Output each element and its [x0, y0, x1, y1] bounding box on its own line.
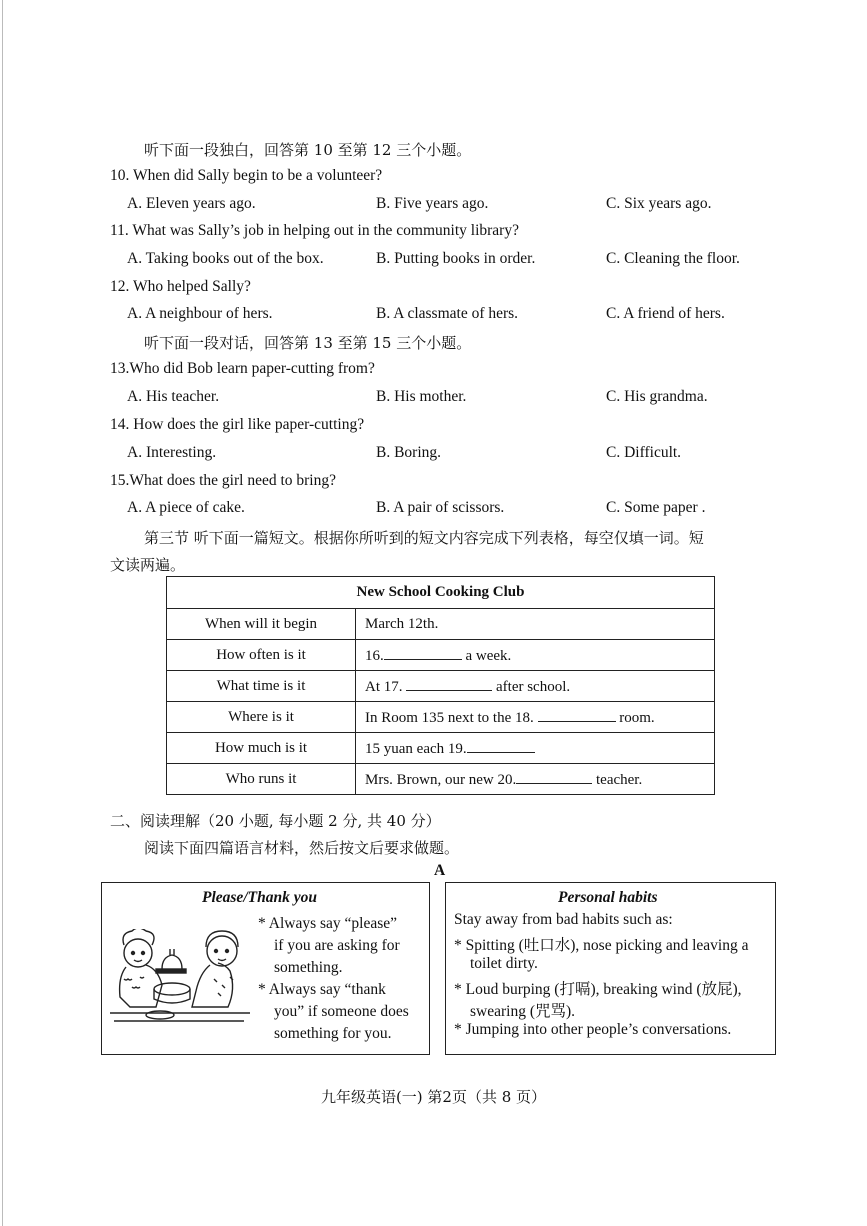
- cooking-club-table: [166, 576, 715, 795]
- reading-heading: 二、阅读理解（20 小题, 每小题 2 分, 共 40 分）: [110, 812, 441, 830]
- row-answer: [356, 671, 715, 702]
- question-13: 13.Who did Bob learn paper-cutting from?: [110, 360, 375, 377]
- row-question: How often is it: [167, 640, 356, 671]
- option-14-b: B. Boring.: [376, 444, 442, 461]
- answer-text: 16.: [365, 648, 384, 664]
- option-10-b: B. Five years ago.: [376, 195, 489, 212]
- option-10-a: A. Eleven years ago.: [127, 195, 256, 212]
- answer-text: Mrs. Brown, our new 20.: [365, 772, 517, 788]
- answer-text: March 12th.: [365, 615, 439, 632]
- option-15-b: B. A pair of scissors.: [376, 499, 505, 516]
- please-line-3: something.: [274, 959, 343, 976]
- table-header-row: [167, 577, 715, 609]
- page-edge: [2, 0, 3, 1226]
- table-row: [167, 764, 715, 795]
- habits-intro: Stay away from bad habits such as:: [454, 911, 673, 928]
- question-10: 10. When did Sally begin to be a volunteer?: [110, 167, 383, 184]
- row-question: Who runs it: [167, 764, 356, 795]
- question-11: 11. What was Sally’s job in helping out in the community library?: [110, 222, 519, 239]
- personal-habits-box: [445, 882, 776, 1055]
- answer-suffix: room.: [615, 710, 655, 726]
- option-13-c: C. His grandma.: [606, 388, 708, 405]
- row-question: When will it begin: [167, 609, 356, 640]
- thank-line-2: you” if someone does: [274, 1003, 409, 1020]
- option-10-c: C. Six years ago.: [606, 195, 712, 212]
- please-thank-you-box: [101, 882, 430, 1055]
- habit-line-1b: toilet dirty.: [470, 955, 538, 972]
- answer-suffix: teacher.: [592, 772, 643, 788]
- thank-line-1: * Always say “thank: [258, 981, 386, 998]
- row-answer: [356, 764, 715, 795]
- blank-16[interactable]: [384, 645, 462, 660]
- table-row: [167, 640, 715, 671]
- please-line-2: if you are asking for: [274, 937, 400, 954]
- please-line-1: * Always say “please”: [258, 915, 398, 932]
- option-15-c: C. Some paper .: [606, 499, 706, 516]
- row-question: What time is it: [167, 671, 356, 702]
- question-14: 14. How does the girl like paper-cutting?: [110, 416, 365, 433]
- passage-label: A: [434, 862, 446, 879]
- box-title: Personal habits: [558, 889, 658, 906]
- listening-intro-2: 听下面一段对话，回答第 13 至第 15 三个小题。: [144, 334, 472, 352]
- box-title: Please/Thank you: [202, 889, 317, 906]
- reading-instruction: 阅读下面四篇语言材料，然后按文后要求做题。: [144, 839, 460, 857]
- section3-instruction-line2: 文读两遍。: [110, 556, 186, 574]
- option-13-a: A. His teacher.: [127, 388, 220, 405]
- answer-text: 15 yuan each 19.: [365, 741, 467, 757]
- blank-19[interactable]: [467, 738, 535, 753]
- option-14-c: C. Difficult.: [606, 444, 682, 461]
- people-sharing-cake-illustration: [110, 929, 250, 1039]
- habit-line-1: * Spitting (吐口水), nose picking and leaving a: [454, 937, 749, 954]
- option-13-b: B. His mother.: [376, 388, 467, 405]
- row-answer: [356, 640, 715, 671]
- option-11-a: A. Taking books out of the box.: [127, 250, 324, 267]
- question-15: 15.What does the girl need to bring?: [110, 472, 336, 489]
- table-row: [167, 702, 715, 733]
- listening-intro-1: 听下面一段独白，回答第 10 至第 12 三个小题。: [144, 141, 472, 159]
- row-answer: [356, 702, 715, 733]
- blank-18[interactable]: [538, 707, 616, 722]
- row-question: Where is it: [167, 702, 356, 733]
- page-footer: 九年级英语(一) 第2页（共 8 页）: [320, 1088, 547, 1106]
- answer-suffix: a week.: [461, 648, 512, 664]
- section3-instruction-line1: 第三节 听下面一篇短文。根据你所听到的短文内容完成下列表格，每空仅填一词。短: [144, 529, 704, 547]
- blank-20[interactable]: [516, 769, 592, 784]
- habit-line-3: * Jumping into other people’s conversations.: [454, 1021, 732, 1038]
- row-answer: [356, 609, 715, 640]
- row-question: How much is it: [167, 733, 356, 764]
- answer-suffix: after school.: [492, 679, 571, 695]
- habit-line-2b: swearing (咒骂).: [470, 1003, 576, 1020]
- answer-text: In Room 135 next to the 18.: [365, 710, 534, 726]
- option-11-b: B. Putting books in order.: [376, 250, 536, 267]
- option-15-a: A. A piece of cake.: [127, 499, 245, 516]
- habit-line-2: * Loud burping (打嗝), breaking wind (放屁),: [454, 981, 742, 998]
- thank-line-3: something for you.: [274, 1025, 392, 1042]
- answer-text: At 17.: [365, 679, 403, 695]
- table-row: [167, 733, 715, 764]
- blank-17[interactable]: [406, 676, 492, 691]
- option-11-c: C. Cleaning the floor.: [606, 250, 740, 267]
- table-title: New School Cooking Club: [167, 577, 715, 609]
- option-12-a: A. A neighbour of hers.: [127, 305, 273, 322]
- row-answer: [356, 733, 715, 764]
- option-12-b: B. A classmate of hers.: [376, 305, 519, 322]
- option-14-a: A. Interesting.: [127, 444, 217, 461]
- table-row: [167, 609, 715, 640]
- option-12-c: C. A friend of hers.: [606, 305, 725, 322]
- table-row: [167, 671, 715, 702]
- question-12: 12. Who helped Sally?: [110, 278, 251, 295]
